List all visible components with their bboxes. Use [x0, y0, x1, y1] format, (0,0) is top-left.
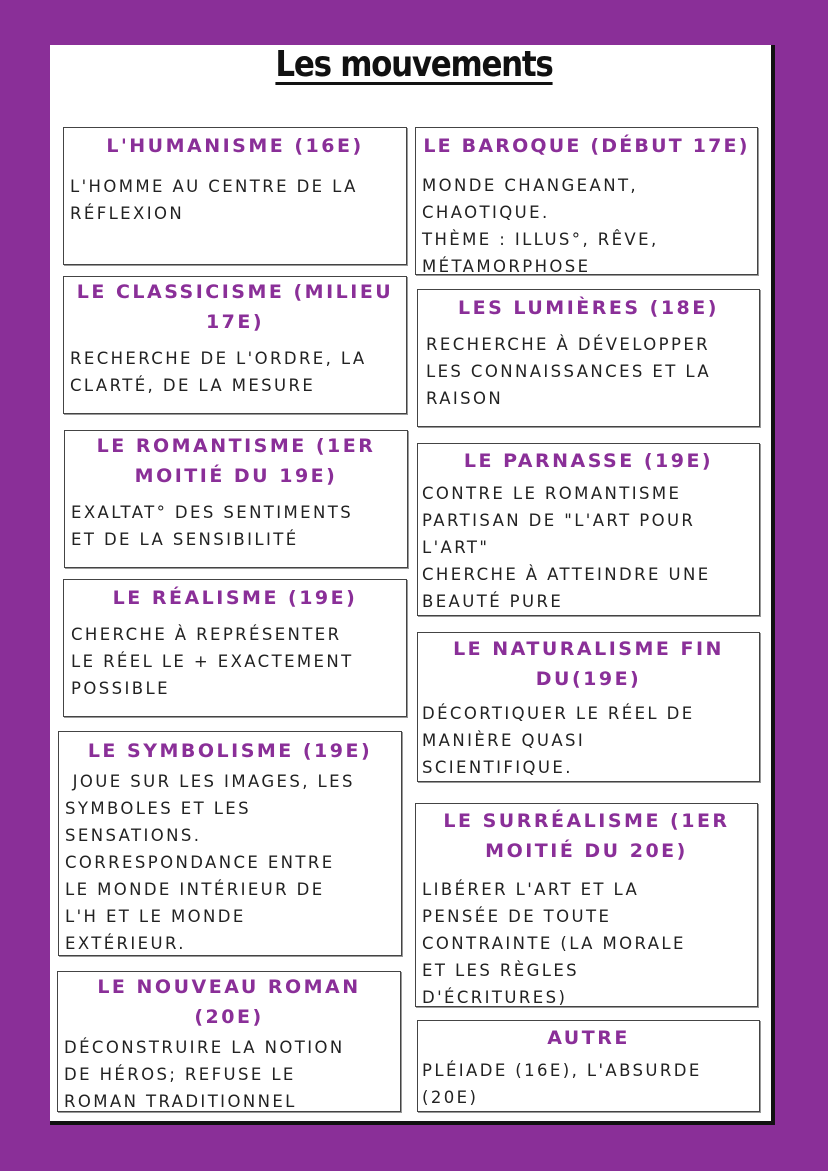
card-parnasse	[417, 443, 760, 616]
card-heading: AUTRE	[547, 1027, 630, 1049]
card-naturalisme	[417, 632, 760, 782]
card-heading: LE CLASSICISME (MILIEU 17E)	[76, 281, 394, 333]
card-heading: LE NATURALISME FIN DU(19E)	[453, 638, 724, 690]
card-text: LIBÉRER L'ART ET LA PENSÉE DE TOUTE CONTRAINTE (LA MORALE ET LES RÈGLES D'ÉCRITURES)	[422, 880, 686, 1007]
card-surrealisme	[415, 803, 758, 1007]
card-heading: LE PARNASSE (19E)	[463, 450, 714, 472]
card-humanisme	[63, 127, 407, 265]
card-heading: LE SYMBOLISME (19E)	[87, 740, 373, 762]
card-nouveau-roman	[57, 971, 401, 1112]
card-heading: L'HUMANISME (16E)	[106, 135, 364, 157]
card-text: JOUE SUR LES IMAGES, LES SYMBOLES ET LES SENSATIONS. CORRESPONDANCE ENTRE LE MONDE INTÉRIEUR DE L'H ET LE MONDE EXTÉRIEUR.	[65, 772, 355, 953]
card-heading: LE ROMANTISME (1ER MOITIÉ DU 19E)	[96, 435, 376, 487]
card-lumieres	[417, 289, 760, 427]
card-realisme	[63, 579, 407, 717]
card-classicisme	[63, 276, 407, 414]
card-heading: LE RÉALISME (19E)	[112, 587, 358, 609]
page-title: Les mouvements	[275, 44, 553, 85]
card-text: MONDE CHANGEANT, CHAOTIQUE. THÈME : ILLUS°, RÊVE, MÉTAMORPHOSE	[422, 176, 659, 276]
card-heading: LE SURRÉALISME (1ER MOITIÉ DU 20E)	[443, 810, 730, 862]
card-text: L'HOMME AU CENTRE DE LA RÉFLEXION	[70, 177, 358, 223]
card-text: DÉCONSTRUIRE LA NOTION DE HÉROS; REFUSE LE ROMAN TRADITIONNEL	[64, 1038, 345, 1111]
card-text: RECHERCHE DE L'ORDRE, LA CLARTÉ, DE LA MESURE	[70, 349, 367, 395]
card-text: PLÉIADE (16E), L'ABSURDE (20E)	[422, 1061, 702, 1107]
card-text: DÉCORTIQUER LE RÉEL DE MANIÈRE QUASI SCIENTIFIQUE.	[422, 704, 695, 777]
card-heading: LE NOUVEAU ROMAN (20E)	[97, 976, 361, 1028]
card-text: EXALTAT° DES SENTIMENTS ET DE LA SENSIBILITÉ	[71, 503, 354, 549]
card-text: CHERCHE À REPRÉSENTER LE RÉEL LE + EXACTEMENT POSSIBLE	[71, 625, 354, 698]
card-romantisme	[64, 430, 408, 568]
card-baroque	[415, 127, 758, 275]
card-autre	[417, 1020, 760, 1112]
card-text: CONTRE LE ROMANTISME PARTISAN DE "L'ART POUR L'ART" CHERCHE À ATTEINDRE UNE BEAUTÉ PURE	[422, 484, 711, 611]
card-text: RECHERCHE À DÉVELOPPER LES CONNAISSANCES ET LA RAISON	[426, 335, 712, 408]
card-symbolisme	[58, 731, 402, 956]
card-heading: LE BAROQUE (DÉBUT 17E)	[423, 135, 750, 157]
card-heading: LES LUMIÈRES (18E)	[458, 297, 719, 319]
